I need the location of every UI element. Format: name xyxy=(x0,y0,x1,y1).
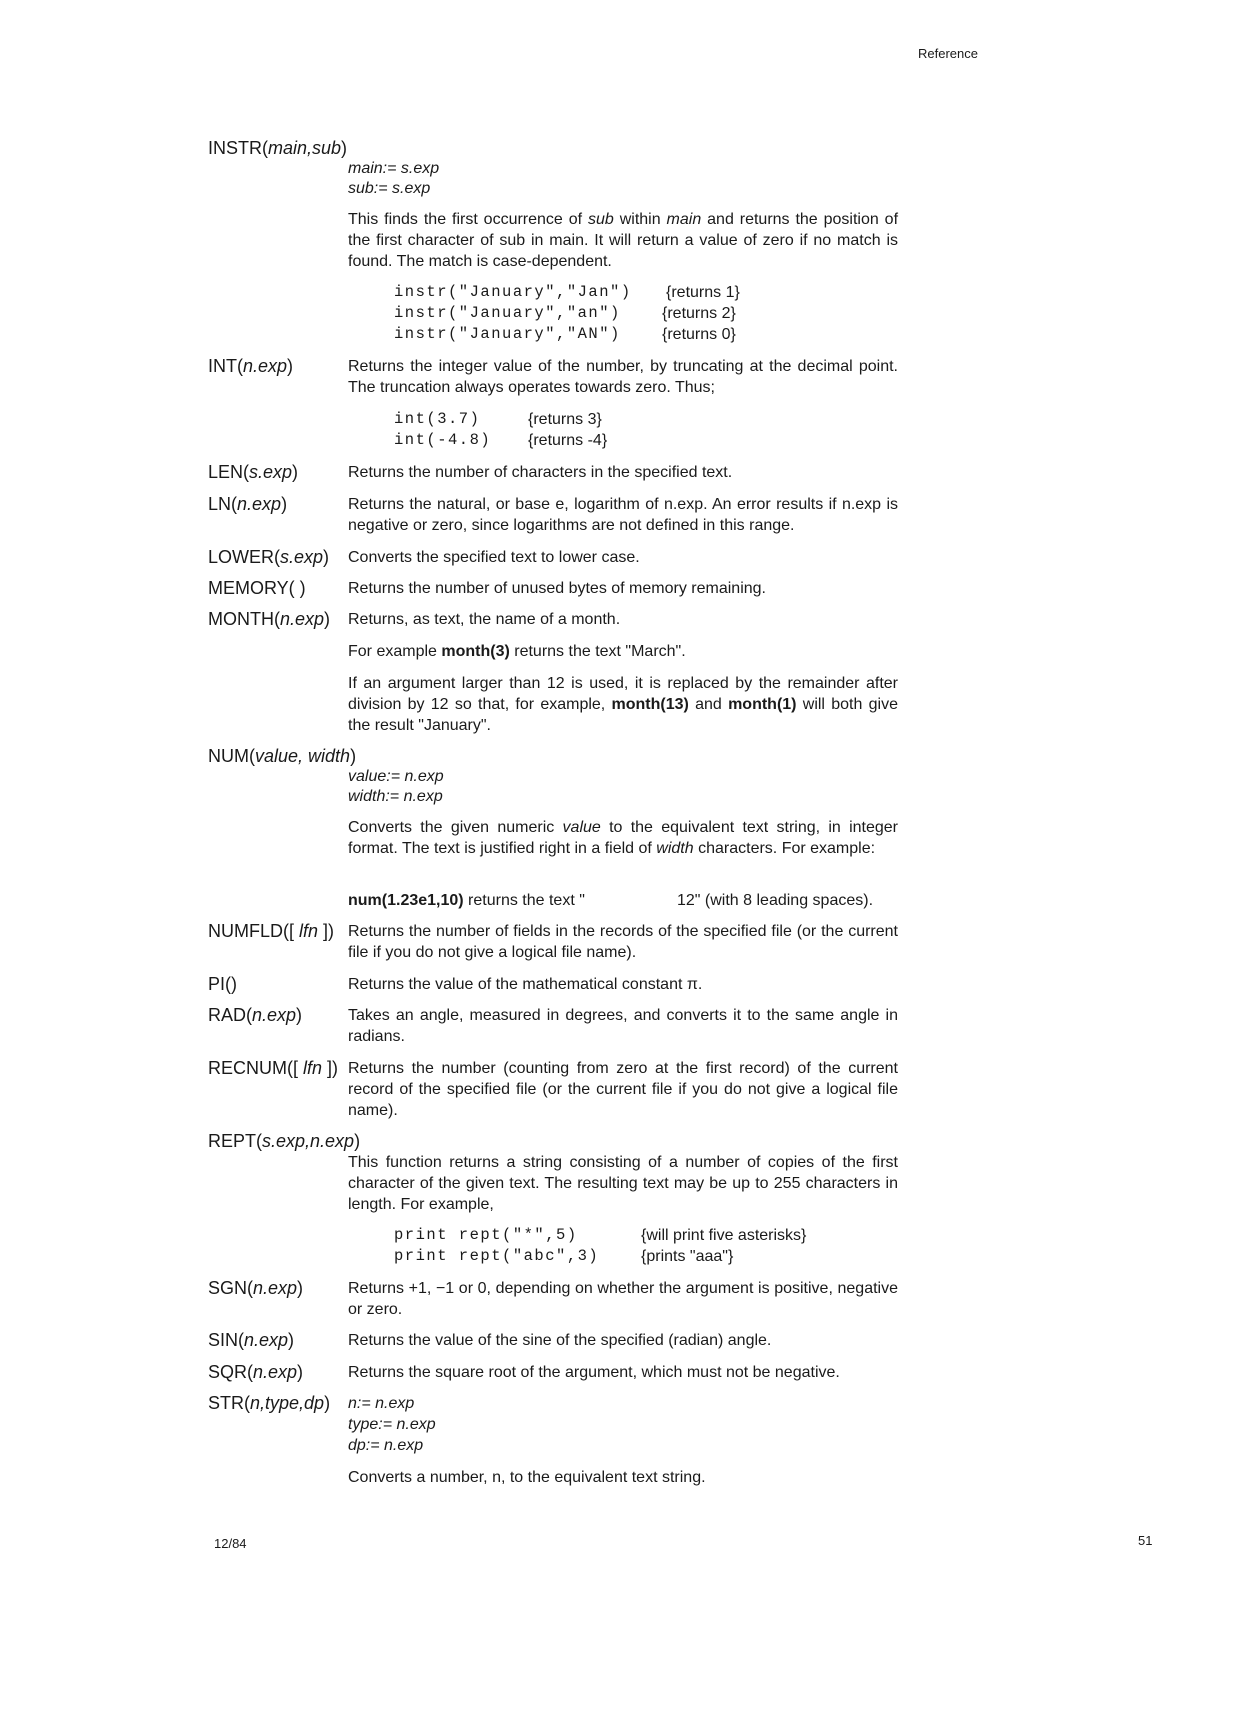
rept-term: REPT(s.exp,n.exp) xyxy=(208,1131,361,1151)
str-def-dp: dp:= n.exp xyxy=(348,1437,424,1454)
footer-date: 12/84 xyxy=(214,1536,247,1551)
sgn-description: Returns +1, −1 or 0, depending on whether the argument is positive, negative or zero. xyxy=(348,1280,898,1318)
num-term: NUM(value, width) xyxy=(208,746,357,766)
instr-example-1-comment: {returns 1} xyxy=(666,284,740,301)
sgn-term: SGN(n.exp) xyxy=(208,1278,304,1298)
month-description: Returns, as text, the name of a month. xyxy=(348,611,621,628)
sqr-term: SQR(n.exp) xyxy=(208,1362,304,1382)
ln-term: LN(n.exp) xyxy=(208,494,288,514)
rept-description: This function returns a string consisting of a number of copies of the first character of the given text. The resulting text may be up to 255 characters in length. For example, xyxy=(348,1154,898,1213)
running-header: Reference xyxy=(918,46,978,61)
sin-description: Returns the value of the sine of the specified (radian) angle. xyxy=(348,1332,772,1349)
rept-example-2-code: print rept("abc",3) xyxy=(394,1247,600,1265)
instr-term xyxy=(208,138,347,159)
pi-description: Returns the value of the mathematical constant π. xyxy=(348,976,703,993)
memory-term: MEMORY( ) xyxy=(208,578,306,598)
numfld-description: Returns the number of fields in the records of the specified file (or the current file if you do not give a logical file name). xyxy=(348,923,898,961)
lower-term: LOWER(s.exp) xyxy=(208,547,330,567)
str-def-n: n:= n.exp xyxy=(348,1395,415,1412)
num-def-width: width:= n.exp xyxy=(348,788,443,805)
int-example-2-code: int(-4.8) xyxy=(394,431,492,449)
instr-description: This finds the first occurrence of sub within main and returns the position of the first character of sub in main. It will return a value of zero if no match is found. The match is case-dependent. xyxy=(348,211,899,270)
str-def-type: type:= n.exp xyxy=(348,1416,436,1433)
rad-description: Takes an angle, measured in degrees, and converts it to the same angle in radians. xyxy=(348,1007,898,1045)
lower-description: Converts the specified text to lower case. xyxy=(348,549,640,566)
instr-name: INSTR( xyxy=(208,138,268,158)
instr-example-1-code: instr("January","Jan") xyxy=(394,283,632,301)
recnum-description: Returns the number (counting from zero at the first record) of the current record of the specified file (or the current file if you do not give a logical file name). xyxy=(348,1060,898,1119)
month-term: MONTH(n.exp) xyxy=(208,609,331,629)
str-description: Converts a number, n, to the equivalent text string. xyxy=(348,1469,706,1486)
ln-description: Returns the natural, or base e, logarithm of n.exp. An error results if n.exp is negative or zero, since logarithms are not defined in this range. xyxy=(348,496,898,534)
int-description: Returns the integer value of the number, by truncating at the decimal point. The truncation always operates towards zero. Thus; xyxy=(348,358,898,396)
num-description: Converts the given numeric value to the equivalent text string, in integer format. The text is justified right in a field of width characters. For example: xyxy=(348,819,899,857)
num-def-value: value:= n.exp xyxy=(348,768,444,785)
pi-term: PI() xyxy=(208,974,237,994)
int-example-1-code: int(3.7) xyxy=(394,410,481,428)
instr-example-3-comment: {returns 0} xyxy=(662,326,736,343)
instr-close: ) xyxy=(341,138,348,158)
instr-args: main,sub xyxy=(268,138,342,158)
rept-example-1-code: print rept("*",5) xyxy=(394,1226,578,1244)
month-remainder-note: If an argument larger than 12 is used, it is replaced by the remainder after division by 12 so that, for example, month(13) and month(1) will both give the result "January". xyxy=(348,675,898,734)
int-example-2-comment: {returns -4} xyxy=(528,432,608,449)
len-term: LEN(s.exp) xyxy=(208,462,299,482)
instr-example-2-comment: {returns 2} xyxy=(662,305,736,322)
num-example: num(1.23e1,10) returns the text " 12" (with 8 leading spaces). xyxy=(348,892,874,909)
int-example-1-comment: {returns 3} xyxy=(528,411,602,428)
instr-def-sub: sub:= s.exp xyxy=(348,180,431,197)
int-term: INT(n.exp) xyxy=(208,356,294,376)
page-number: 51 xyxy=(1138,1533,1153,1548)
instr-def-main: main:= s.exp xyxy=(348,160,440,177)
rad-term: RAD(n.exp) xyxy=(208,1005,303,1025)
len-description: Returns the number of characters in the specified text. xyxy=(348,464,733,481)
rept-example-1-comment: {will print five asterisks} xyxy=(641,1227,807,1244)
month-example: For example month(3) returns the text "March". xyxy=(348,643,686,660)
rept-example-2-comment: {prints "aaa"} xyxy=(641,1248,734,1265)
memory-description: Returns the number of unused bytes of memory remaining. xyxy=(348,580,766,597)
numfld-term: NUMFLD([ lfn ]) xyxy=(208,921,335,941)
instr-example-3-code: instr("January","AN") xyxy=(394,325,621,343)
sqr-description: Returns the square root of the argument, which must not be negative. xyxy=(348,1364,840,1381)
recnum-term: RECNUM([ lfn ]) xyxy=(208,1058,339,1078)
sin-term: SIN(n.exp) xyxy=(208,1330,295,1350)
instr-example-2-code: instr("January","an") xyxy=(394,304,621,322)
str-term: STR(n,type,dp) xyxy=(208,1393,331,1413)
